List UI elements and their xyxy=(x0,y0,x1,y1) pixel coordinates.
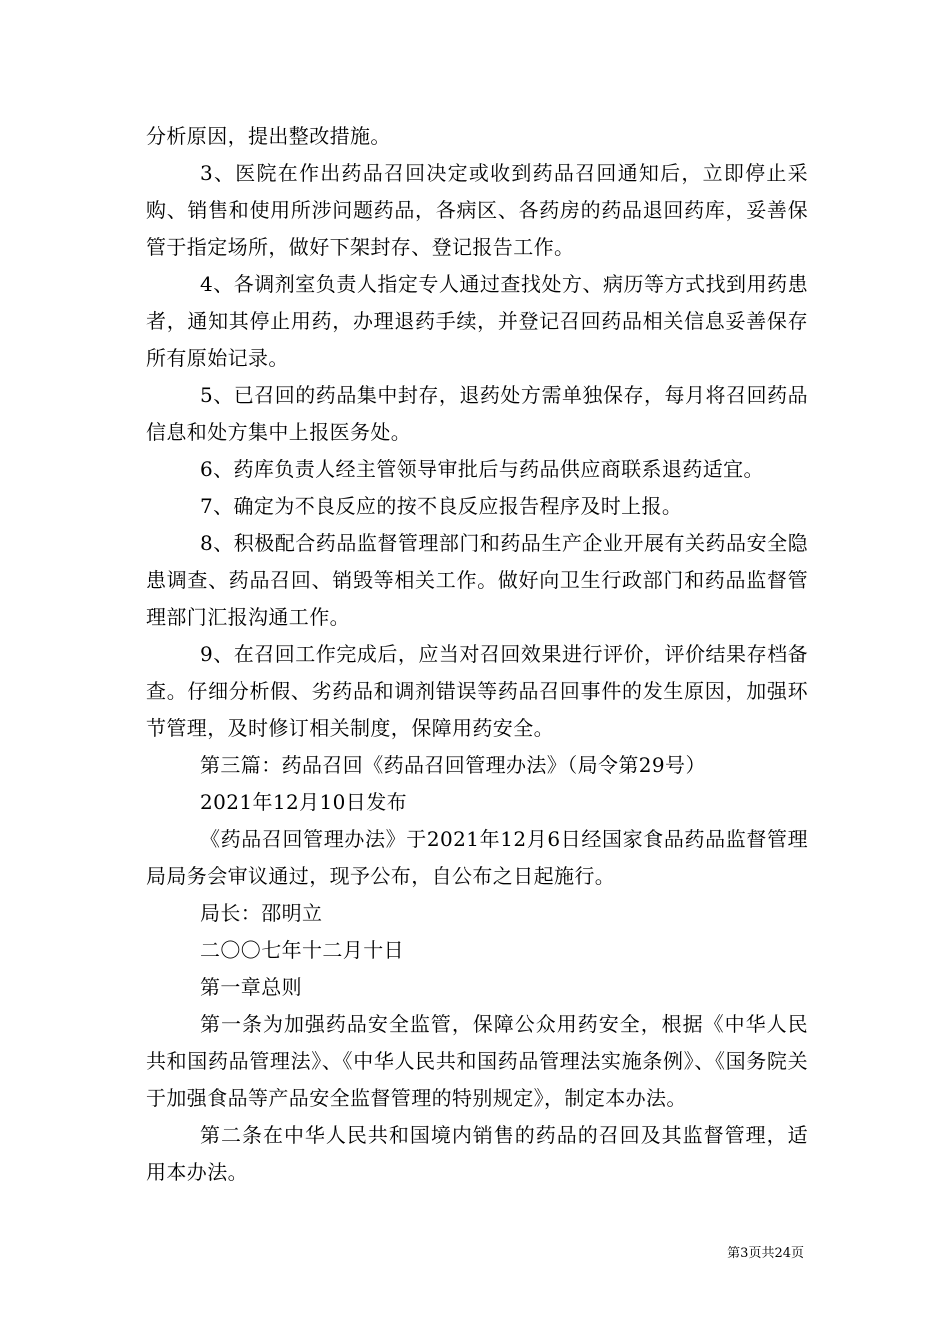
article-2: 第二条在中华人民共和国境内销售的药品的召回及其监督管理，适用本办法。 xyxy=(146,1123,808,1184)
page-number: 第3页共24页 xyxy=(727,1246,804,1261)
section-heading: 第三篇：药品召回《药品召回管理办法》（局令第29号） xyxy=(200,753,706,777)
paragraph-7: 8、积极配合药品监督管理部门和药品生产企业开展有关药品安全隐患调查、药品召回、销毁等相关工作。做好向卫生行政部门和药品监督管理部门汇报沟通工作。 xyxy=(146,531,808,629)
article-1: 第一条为加强药品安全监管，保障公众用药安全，根据《中华人民共和国药品管理法》、《中华人民共和国药品管理法实施条例》、《国务院关于加强食品等产品安全监督管理的特别规定》，制定本办法。 xyxy=(146,1012,808,1110)
paragraph-3: 4、各调剂室负责人指定专人通过查找处方、病历等方式找到用药患者，通知其停止用药，办理退药手续，并登记召回药品相关信息妥善保存所有原始记录。 xyxy=(146,272,808,370)
paragraph-6: 7、确定为不良反应的按不良反应报告程序及时上报。 xyxy=(200,494,683,518)
document-body xyxy=(146,118,808,1191)
paragraph-announcement: 《药品召回管理办法》于2021年12月6日经国家食品药品监督管理局局务会审议通过，现予公布，自公布之日起施行。 xyxy=(146,827,808,888)
sign-date: 二〇〇七年十二月十日 xyxy=(200,938,404,962)
paragraph-4: 5、已召回的药品集中封存，退药处方需单独保存，每月将召回药品信息和处方集中上报医务处。 xyxy=(146,383,808,444)
chapter-heading: 第一章总则 xyxy=(200,975,302,999)
paragraph-5: 6、药库负责人经主管领导审批后与药品供应商联系退药适宜。 xyxy=(200,457,764,481)
signatory: 局长：邵明立 xyxy=(200,901,323,925)
paragraph-1: 分析原因，提出整改措施。 xyxy=(146,124,391,148)
paragraph-2: 3、医院在作出药品召回决定或收到药品召回通知后，立即停止采购、销售和使用所涉问题药品，各病区、各药房的药品退回药库，妥善保管于指定场所，做好下架封存、登记报告工作。 xyxy=(146,161,808,259)
publish-date: 2021年12月10日发布 xyxy=(200,790,407,814)
paragraph-8: 9、在召回工作完成后，应当对召回效果进行评价，评价结果存档备查。仔细分析假、劣药品和调剂错误等药品召回事件的发生原因，加强环节管理，及时修订相关制度，保障用药安全。 xyxy=(146,642,808,740)
